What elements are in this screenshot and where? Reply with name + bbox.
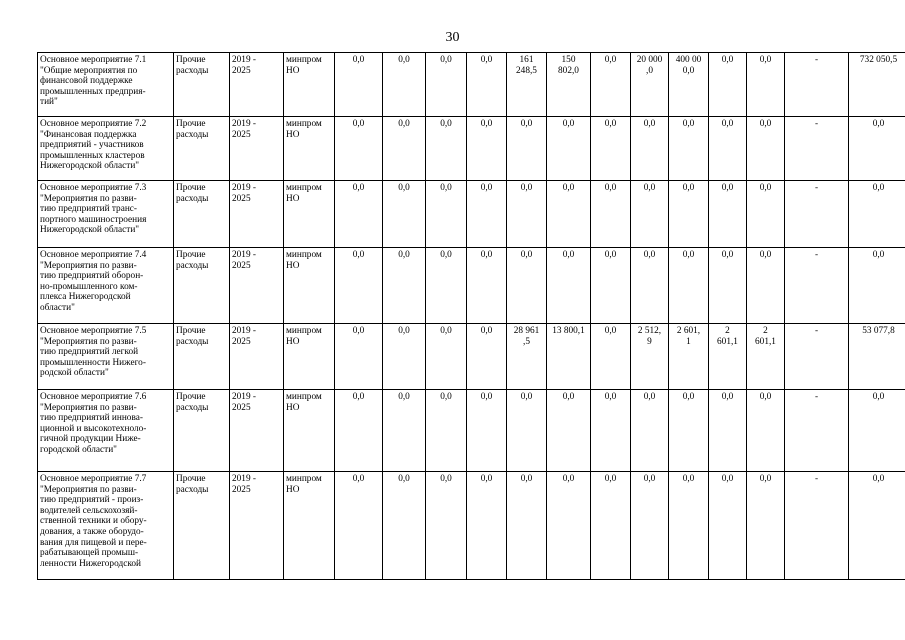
- value-cell: 0,0: [383, 390, 426, 472]
- expense-type: Прочие расходы: [174, 248, 230, 324]
- value-cell: 0,0: [631, 248, 669, 324]
- executor: минпром НО: [284, 53, 335, 117]
- value-cell: 0,0: [467, 248, 507, 324]
- value-cell: 0,0: [547, 248, 591, 324]
- value-cell: 0,0: [709, 181, 747, 248]
- value-cell: 0,0: [507, 248, 547, 324]
- value-cell: 0,0: [467, 390, 507, 472]
- value-cell: -: [785, 324, 849, 390]
- expense-type: Прочие расходы: [174, 390, 230, 472]
- value-cell: 0,0: [669, 181, 709, 248]
- value-cell: 0,0: [591, 472, 631, 580]
- value-cell: 0,0: [383, 324, 426, 390]
- value-cell: 0,0: [591, 181, 631, 248]
- value-cell: 0,0: [591, 390, 631, 472]
- value-cell: 0,0: [335, 390, 383, 472]
- value-cell: 0,0: [849, 117, 905, 181]
- value-cell: 0,0: [335, 181, 383, 248]
- value-cell: 0,0: [467, 324, 507, 390]
- value-cell: -: [785, 472, 849, 580]
- value-cell: 0,0: [383, 53, 426, 117]
- activity-description: Основное мероприятие 7.7 "Мероприятия по разви- тию предприятий - произ- водителей сельскохозяй- ственной техники и обору- дования, а также оборудо- вания для пищевой и пере- рабатывающей промыш- ленности Нижегородской: [38, 472, 174, 580]
- activity-description: Основное мероприятие 7.6 "Мероприятия по разви- тию предприятий иннова- ционной и высокотехноло- гичной продукции Ниже- городской области": [38, 390, 174, 472]
- period: 2019 - 2025: [230, 248, 284, 324]
- value-cell: -: [785, 248, 849, 324]
- value-cell: 0,0: [631, 472, 669, 580]
- activity-description: Основное мероприятие 7.3 "Мероприятия по разви- тию предприятий транс- портного машиностроения Нижегородской области": [38, 181, 174, 248]
- value-cell: 0,0: [631, 117, 669, 181]
- activity-description: Основное мероприятие 7.1 "Общие мероприятия по финансовой поддержке промышленных предприя- тий": [38, 53, 174, 117]
- value-cell: 0,0: [507, 181, 547, 248]
- value-cell: -: [785, 390, 849, 472]
- executor: минпром НО: [284, 472, 335, 580]
- value-cell: 0,0: [383, 248, 426, 324]
- value-cell: 0,0: [335, 248, 383, 324]
- value-cell: 0,0: [849, 181, 905, 248]
- table-row: [38, 53, 905, 117]
- value-cell: 0,0: [669, 472, 709, 580]
- expense-type: Прочие расходы: [174, 472, 230, 580]
- value-cell: 0,0: [547, 390, 591, 472]
- value-cell: 0,0: [669, 390, 709, 472]
- value-cell: 0,0: [467, 117, 507, 181]
- value-cell: 400 00 0,0: [669, 53, 709, 117]
- value-cell: 0,0: [507, 472, 547, 580]
- value-cell: 28 961 ,5: [507, 324, 547, 390]
- value-cell: 0,0: [383, 472, 426, 580]
- table-row: [38, 117, 905, 181]
- value-cell: 0,0: [591, 324, 631, 390]
- value-cell: 0,0: [849, 472, 905, 580]
- value-cell: 0,0: [709, 472, 747, 580]
- period: 2019 - 2025: [230, 472, 284, 580]
- budget-table: [37, 52, 905, 580]
- value-cell: 161 248,5: [507, 53, 547, 117]
- value-cell: 0,0: [747, 390, 785, 472]
- table-row: [38, 324, 905, 390]
- value-cell: 0,0: [467, 472, 507, 580]
- expense-type: Прочие расходы: [174, 324, 230, 390]
- value-cell: 0,0: [467, 181, 507, 248]
- period: 2019 - 2025: [230, 390, 284, 472]
- value-cell: 2 601, 1: [669, 324, 709, 390]
- value-cell: 0,0: [507, 390, 547, 472]
- value-cell: 0,0: [709, 117, 747, 181]
- value-cell: 53 077,8: [849, 324, 905, 390]
- value-cell: 2 512, 9: [631, 324, 669, 390]
- value-cell: 0,0: [426, 248, 467, 324]
- period: 2019 - 2025: [230, 324, 284, 390]
- value-cell: 0,0: [591, 117, 631, 181]
- expense-type: Прочие расходы: [174, 117, 230, 181]
- table-row: [38, 248, 905, 324]
- value-cell: 0,0: [747, 117, 785, 181]
- value-cell: -: [785, 181, 849, 248]
- value-cell: 0,0: [335, 324, 383, 390]
- value-cell: 732 050,5: [849, 53, 905, 117]
- table-row: [38, 390, 905, 472]
- value-cell: 0,0: [669, 248, 709, 324]
- value-cell: 0,0: [747, 53, 785, 117]
- page-number: 30: [445, 30, 460, 45]
- executor: минпром НО: [284, 117, 335, 181]
- value-cell: 0,0: [631, 181, 669, 248]
- value-cell: 0,0: [426, 53, 467, 117]
- value-cell: 0,0: [426, 117, 467, 181]
- value-cell: 0,0: [669, 117, 709, 181]
- executor: минпром НО: [284, 390, 335, 472]
- value-cell: 0,0: [426, 324, 467, 390]
- value-cell: 0,0: [849, 390, 905, 472]
- value-cell: 0,0: [547, 472, 591, 580]
- value-cell: 0,0: [335, 53, 383, 117]
- value-cell: 0,0: [426, 390, 467, 472]
- value-cell: 0,0: [709, 53, 747, 117]
- value-cell: 0,0: [426, 472, 467, 580]
- value-cell: 0,0: [547, 181, 591, 248]
- value-cell: 150 802,0: [547, 53, 591, 117]
- value-cell: 0,0: [709, 390, 747, 472]
- value-cell: 0,0: [335, 117, 383, 181]
- period: 2019 - 2025: [230, 181, 284, 248]
- value-cell: 20 000 ,0: [631, 53, 669, 117]
- activity-description: Основное мероприятие 7.5 "Мероприятия по разви- тию предприятий легкой промышленности Нижего- родской области": [38, 324, 174, 390]
- expense-type: Прочие расходы: [174, 181, 230, 248]
- value-cell: 13 800,1: [547, 324, 591, 390]
- value-cell: 0,0: [383, 117, 426, 181]
- value-cell: 0,0: [747, 181, 785, 248]
- value-cell: 0,0: [547, 117, 591, 181]
- value-cell: 0,0: [426, 181, 467, 248]
- period: 2019 - 2025: [230, 117, 284, 181]
- executor: минпром НО: [284, 248, 335, 324]
- activity-description: Основное мероприятие 7.4 "Мероприятия по разви- тию предприятий оборон- но-промышленного ком- плекса Нижегородской области": [38, 248, 174, 324]
- value-cell: 0,0: [709, 248, 747, 324]
- executor: минпром НО: [284, 181, 335, 248]
- value-cell: 0,0: [747, 472, 785, 580]
- table-row: [38, 181, 905, 248]
- value-cell: 2 601,1: [747, 324, 785, 390]
- value-cell: 0,0: [507, 117, 547, 181]
- expense-type: Прочие расходы: [174, 53, 230, 117]
- value-cell: 0,0: [747, 248, 785, 324]
- value-cell: -: [785, 53, 849, 117]
- period: 2019 - 2025: [230, 53, 284, 117]
- value-cell: 0,0: [383, 181, 426, 248]
- value-cell: 2 601,1: [709, 324, 747, 390]
- value-cell: 0,0: [849, 248, 905, 324]
- value-cell: 0,0: [631, 390, 669, 472]
- executor: минпром НО: [284, 324, 335, 390]
- activity-description: Основное мероприятие 7.2 "Финансовая поддержка предприятий - участников промышленных кластеров Нижегородской области": [38, 117, 174, 181]
- value-cell: -: [785, 117, 849, 181]
- value-cell: 0,0: [591, 248, 631, 324]
- value-cell: 0,0: [591, 53, 631, 117]
- value-cell: 0,0: [467, 53, 507, 117]
- value-cell: 0,0: [335, 472, 383, 580]
- table-row: [38, 472, 905, 580]
